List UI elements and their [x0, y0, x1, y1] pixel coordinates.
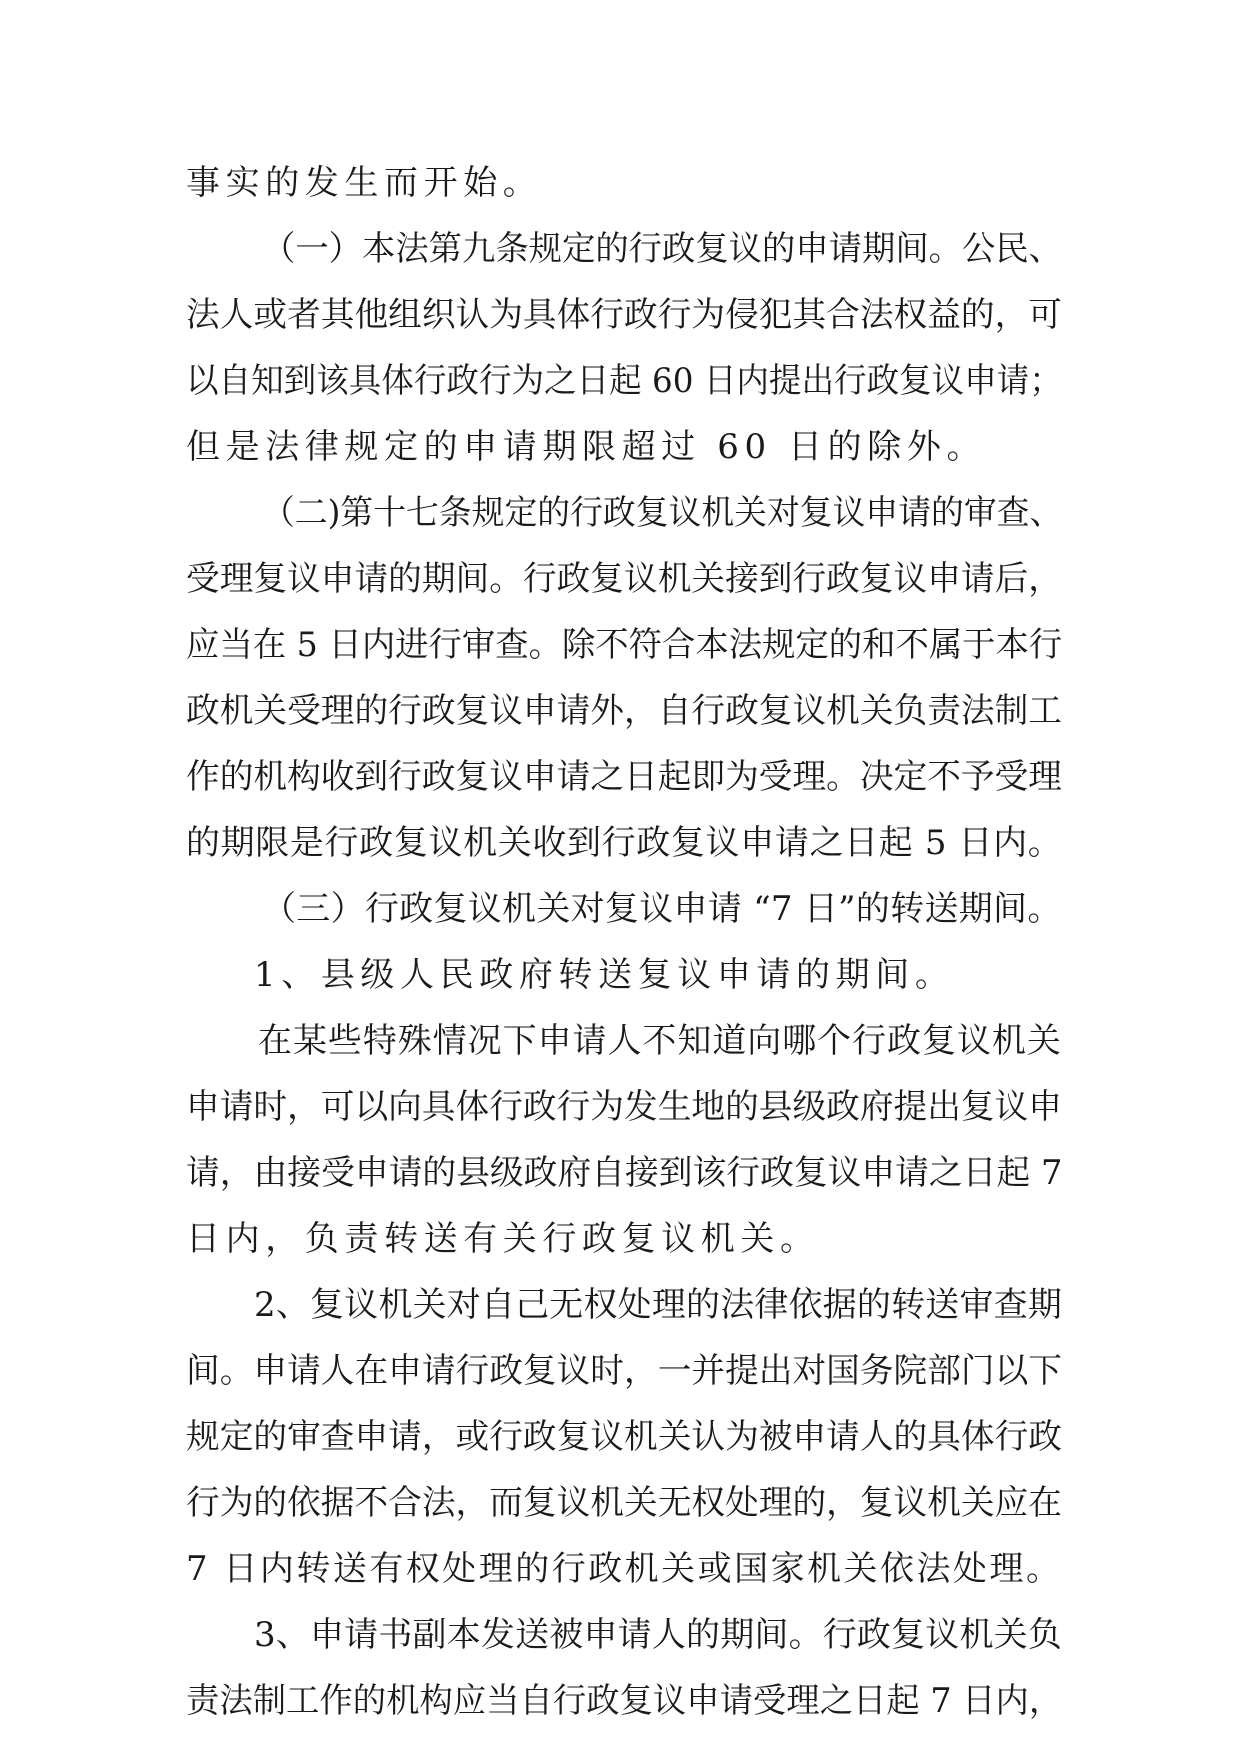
text-line: 法人或者其他组织认为具体行政行为侵犯其合法权益的，可 [186, 295, 1062, 335]
text-line: 作的机构收到行政复议申请之日起即为受理。决定不予受理 [186, 757, 1062, 797]
text-line: 行为的依据不合法，而复议机关无权处理的，复议机关应在 [186, 1483, 1062, 1523]
text-line: 事实的发生而开始。 [186, 163, 543, 203]
text-line: （一）本法第九条规定的行政复议的申请期间。公民、 [262, 229, 1062, 269]
text-line: 但是法律规定的申请期限超过 60 日的除外。 [186, 427, 987, 467]
text-line: 1、县级人民政府转送复议申请的期间。 [254, 955, 955, 995]
text-line: 在某些特殊情况下申请人不知道向哪个行政复议机关 [258, 1021, 1062, 1061]
text-line: 以自知到该具体行政行为之日起 60 日内提出行政复议申请； [186, 361, 1062, 401]
text-line: 间。申请人在申请行政复议时，一并提出对国务院部门以下 [186, 1351, 1062, 1391]
text-line: 责法制工作的机构应当自行政复议申请受理之日起 7 日内， [186, 1681, 1063, 1721]
text-line: 2、复议机关对自己无权处理的法律依据的转送审查期 [254, 1285, 1063, 1325]
text-line: 的期限是行政复议机关收到行政复议申请之日起 5 日内。 [186, 823, 1063, 863]
text-line: （三）行政复议机关对复议申请 “7 日”的转送期间。 [262, 889, 1062, 929]
text-line: 3、申请书副本发送被申请人的期间。行政复议机关负 [254, 1615, 1063, 1655]
text-line: 申请时，可以向具体行政行为发生地的县级政府提出复议申 [186, 1087, 1062, 1127]
text-line: 规定的审查申请，或行政复议机关认为被申请人的具体行政 [186, 1417, 1062, 1457]
text-line: 日内，负责转送有关行政复议机关。 [186, 1219, 820, 1259]
text-line: 政机关受理的行政复议申请外，自行政复议机关负责法制工 [186, 691, 1062, 731]
text-line: 请，由接受申请的县级政府自接到该行政复议申请之日起 7 [186, 1153, 1063, 1193]
text-line: 应当在 5 日内进行审查。除不符合本法规定的和不属于本行 [186, 625, 1063, 665]
text-line: （二)第十七条规定的行政复议机关对复议申请的审查、 [262, 493, 1063, 533]
text-line: 受理复议申请的期间。行政复议机关接到行政复议申请后， [186, 559, 1062, 599]
text-line: 7 日内转送有权处理的行政机关或国家机关依法处理。 [186, 1549, 1063, 1589]
